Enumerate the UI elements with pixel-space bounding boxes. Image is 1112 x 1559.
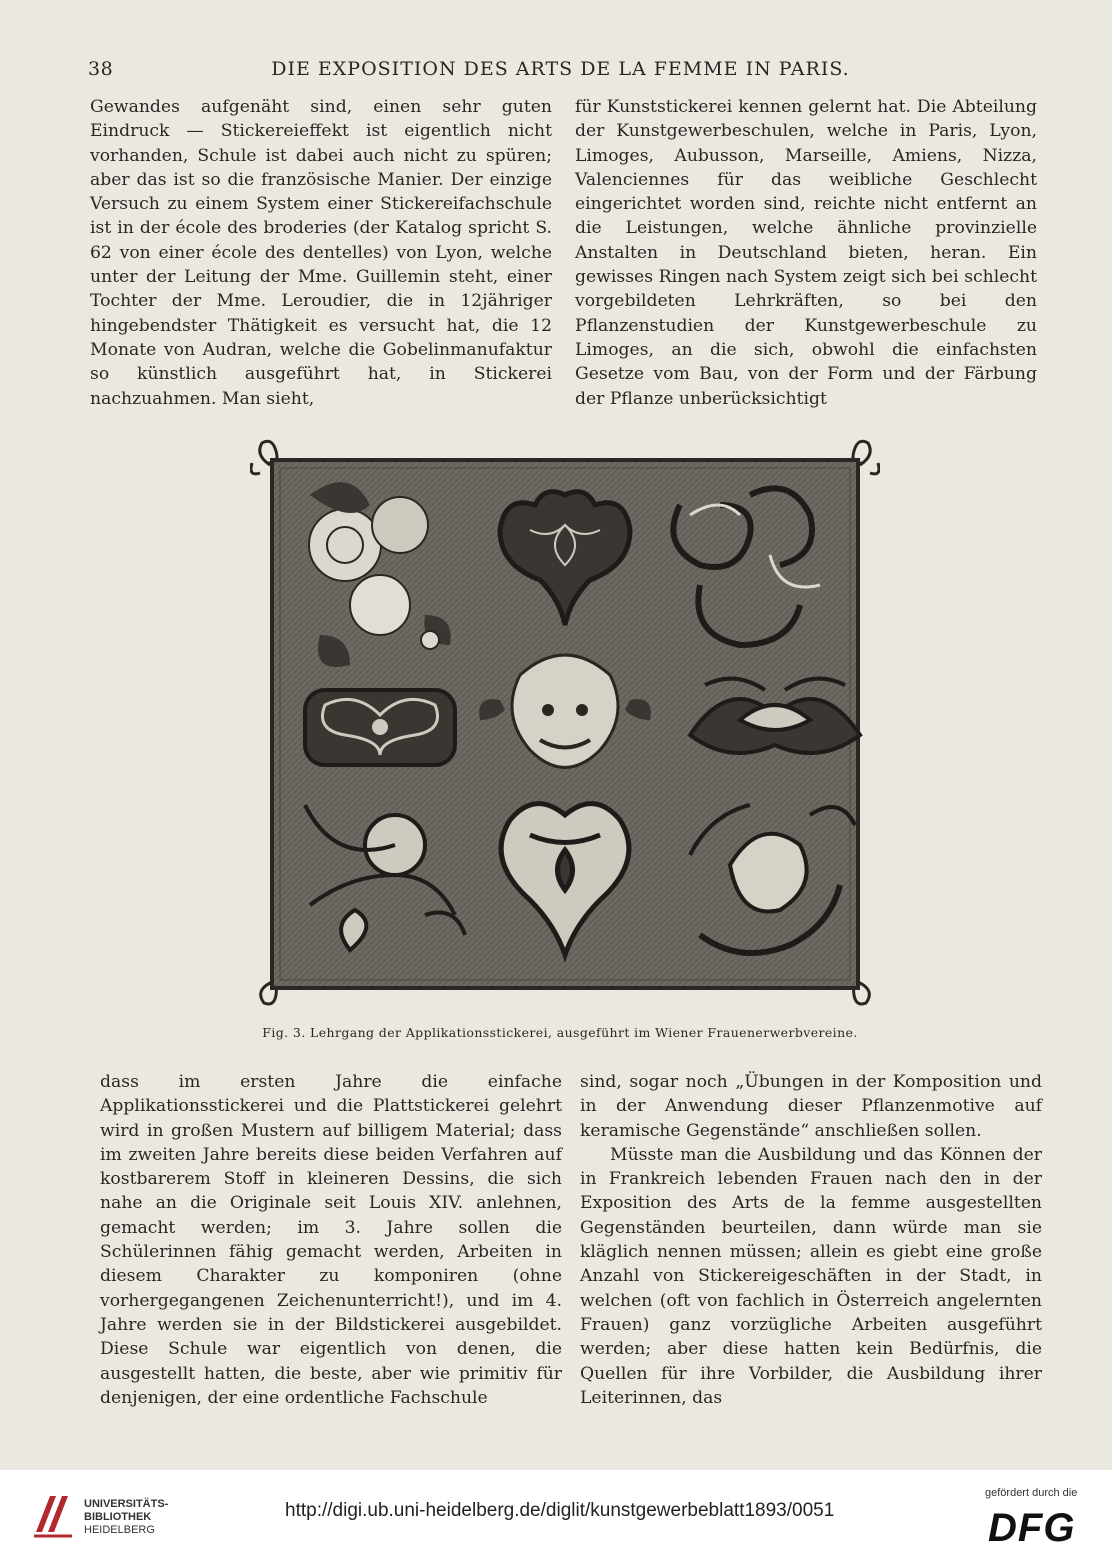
text-column-top-right [575, 95, 1037, 411]
paragraph: Müsste man die Ausbildung und das Können der in Frankreich lebenden Frauen nach den in der Exposition des Arts de la femme ausgestellten Gegenständen beurteilen, dann würde man sie kläglich nennen müssen; allein es giebt eine große Anzahl von Stickereigeschäften in der Stadt, in welchen (oft von fachlich in Österreich angelernten Frauen) ganz vorzügliche Arbeiten ausgeführt werden; aber diese hatten kein Bedürfnis, die Quellen für ihre Vorbilder, die Ausbildung ihrer Leiterinnen, das [580, 1144, 1042, 1408]
text-column-bottom-right [580, 1070, 1042, 1410]
dfg-logo: DFG [988, 1506, 1076, 1550]
paragraph: für Kunststickerei kennen gelernt hat. Die Abteilung der Kunstgewerbeschulen, welche in Paris, Lyon, Limoges, Aubusson, Marseille, Amiens, Nizza, Valenciennes für das weibliche Geschlecht eingerichtet worden sind, reichte nicht entfernt an die Leistungen, welche ähnliche provinzielle Anstalten in Deutschland bieten, heran. Ein gewisses Ringen nach System zeigt sich bei schlecht vorgebildeten Lehrkräften, so bei den Pflanzenstudien der Kunstgewerbeschule zu Limoges, an die sich, obwohl die einfachsten Gesetze vom Bau, von der Form und der Färbung der Pflanze unberücksichtigt [575, 97, 1037, 409]
digitization-footer [0, 1470, 1112, 1559]
text-column-top-left [90, 95, 552, 411]
figure-caption: Fig. 3. Lehrgang der Applikationsstickerei, ausgeführt im Wiener Frauenerwerbvereine. [262, 1025, 858, 1040]
library-logo-icon [30, 1488, 76, 1540]
running-head [88, 58, 1033, 82]
page-number: 38 [88, 58, 114, 80]
paragraph: Gewandes aufgenäht sind, einen sehr guten Eindruck — Stickereieffekt ist eigentlich nicht vorhanden, Schule ist dabei auch nicht zu spüren; aber das ist so die französische Manier. Der einzige Versuch zu einem System einer Stickereifachschule ist in der école des broderies (der Katalog spricht S. 62 von einer école des dentelles) von Lyon, welche unter der Leitung der Mme. Guillemin steht, einer Tochter der Mme. Leroudier, die in 12jähriger hingebendster Thätigkeit es versucht hat, die 12 Monate von Audran, welche die Gobelinmanufaktur so künstlich ausgeführt hat, in Stickerei nachzuahmen. Man sieht, [90, 97, 552, 409]
running-title: DIE EXPOSITION DES ARTS DE LA FEMME IN PARIS. [271, 58, 850, 80]
permalink[interactable]: http://digi.ub.uni-heidelberg.de/diglit/kunstgewerbeblatt1893/0051 [285, 1500, 835, 1521]
medallion-ornament [305, 690, 455, 765]
paragraph: sind, sogar noch „Übungen in der Komposition und in der Anwendung dieser Pflanzenmotive auf keramische Gegenstände“ anschließen sollen. [580, 1072, 1042, 1141]
library-name: UNIVERSITÄTS- BIBLIOTHEK HEIDELBERG [84, 1498, 169, 1536]
text-column-bottom-left [100, 1070, 562, 1410]
paragraph: dass im ersten Jahre die einfache Applikationsstickerei und die Plattstickerei gelehrt wird in großen Mustern auf billigem Material; dass im zweiten Jahre bereits diese beiden Verfahren auf kostbarerem Stoff in kleineren Dessins, die sich nahe an die Originale seit Louis XIV. anlehnen, gemacht werden; im 3. Jahre sollen die Schülerinnen fähig gemacht werden, Arbeiten in diesem Charakter zu komponiren (ohne vorhergegangenen Zeichenunterricht!), und im 4. Jahre werden sie in der Bildstickerei ausgebildet. Diese Schule war eigentlich von denen, die ausgestellt hatten, die beste, aber wie primitiv für denjenigen, der eine ordentliche Fachschule [100, 1072, 562, 1408]
funder-label: gefördert durch die [985, 1487, 1078, 1499]
embroidery-illustration [250, 435, 880, 1010]
embroidery-figure [250, 435, 880, 1010]
